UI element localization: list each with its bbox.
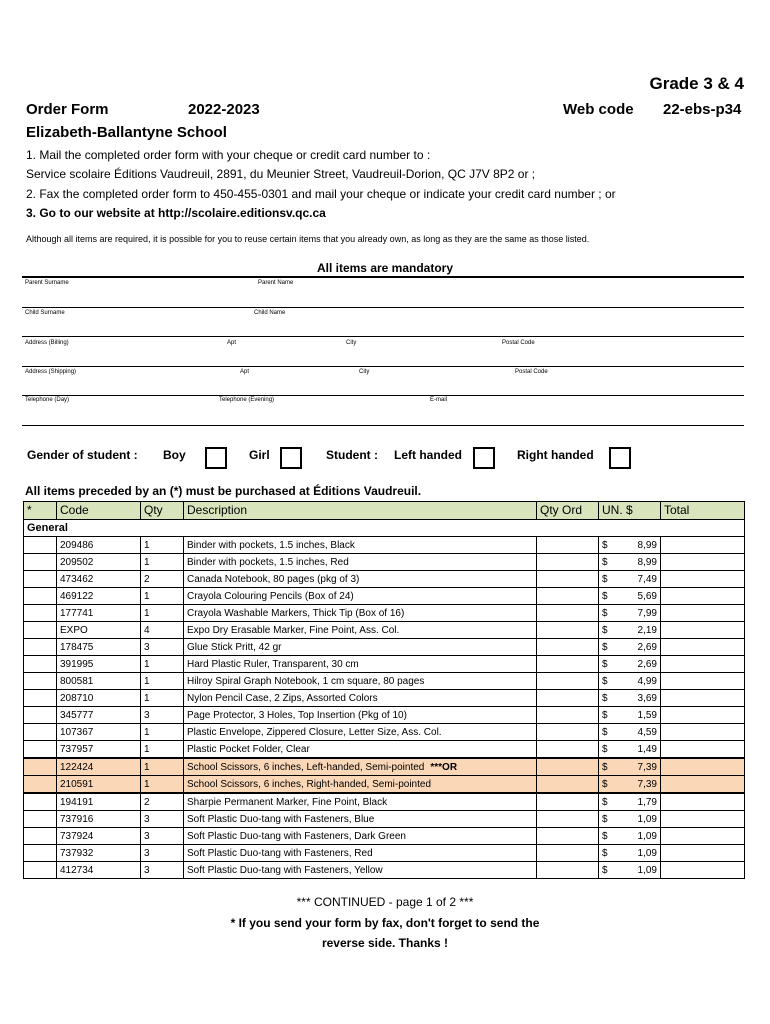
row-description-text: Canada Notebook, 80 pages (pkg of 3)	[187, 573, 360, 585]
row-qty: 3	[141, 845, 184, 862]
child-name-label: Child Name	[254, 310, 286, 316]
col-header-description: Description	[184, 502, 537, 520]
row-unit-price	[599, 811, 661, 828]
row-qty: 1	[141, 776, 184, 794]
row-qty-ord-input[interactable]	[537, 622, 599, 639]
row-description-text: Hilroy Spiral Graph Notebook, 1 cm square, 80 pages	[187, 675, 425, 687]
table-row	[24, 845, 745, 862]
parent-name-label: Parent Name	[258, 280, 294, 286]
row-qty: 1	[141, 724, 184, 741]
table-row	[24, 828, 745, 845]
currency-symbol: $	[602, 641, 608, 653]
row-unit-price	[599, 673, 661, 690]
row-star-cell	[24, 862, 57, 879]
row-description	[184, 588, 537, 605]
row-total-input[interactable]	[661, 571, 745, 588]
row-description	[184, 724, 537, 741]
table-row	[24, 811, 745, 828]
row-unit-price	[599, 741, 661, 759]
row-description	[184, 811, 537, 828]
row-total-input[interactable]	[661, 828, 745, 845]
reuse-note: Although all items are required, it is possible for you to reuse certain items that you already own, as long as they are the same as those listed.	[26, 234, 590, 244]
row-description-text: Hard Plastic Ruler, Transparent, 30 cm	[187, 658, 359, 670]
row-qty: 3	[141, 811, 184, 828]
table-row	[24, 622, 745, 639]
row-code: 737916	[57, 811, 141, 828]
row-description-text: School Scissors, 6 inches, Right-handed, Semi-pointed	[187, 778, 432, 790]
row-description	[184, 554, 537, 571]
row-star-cell	[24, 656, 57, 673]
row-qty: 1	[141, 588, 184, 605]
row-qty: 1	[141, 554, 184, 571]
table-row	[24, 707, 745, 724]
table-row	[24, 537, 745, 554]
table-row	[24, 758, 745, 776]
row-description	[184, 758, 537, 776]
student-label: Student :	[326, 448, 378, 462]
row-qty: 1	[141, 690, 184, 707]
price-value: 7,39	[637, 761, 657, 773]
row-qty-ord-input[interactable]	[537, 862, 599, 879]
price-value: 1,79	[637, 796, 657, 808]
row-total-input[interactable]	[661, 862, 745, 879]
email-label: E-mail	[430, 397, 448, 403]
web-code-value: 22-ebs-p34	[663, 101, 742, 118]
row-description-text: Sharpie Permanent Marker, Fine Point, Black	[187, 796, 388, 808]
row-total-input[interactable]	[661, 588, 745, 605]
shipping-field-line[interactable]	[22, 395, 744, 396]
row-code: 178475	[57, 639, 141, 656]
row-star-cell	[24, 673, 57, 690]
row-total-input[interactable]	[661, 673, 745, 690]
row-description	[184, 690, 537, 707]
row-star-cell	[24, 571, 57, 588]
row-star-cell	[24, 690, 57, 707]
row-description	[184, 673, 537, 690]
row-qty-ord-input[interactable]	[537, 811, 599, 828]
row-code: EXPO	[57, 622, 141, 639]
table-row	[24, 776, 745, 794]
school-name: Elizabeth-Ballantyne School	[26, 124, 227, 141]
row-qty: 2	[141, 571, 184, 588]
price-value: 1,09	[637, 864, 657, 876]
row-code: 737932	[57, 845, 141, 862]
table-row	[24, 673, 745, 690]
boy-checkbox[interactable]	[205, 447, 227, 469]
row-description-text: Glue Stick Pritt, 42 gr	[187, 641, 282, 653]
currency-symbol: $	[602, 847, 608, 859]
row-description	[184, 741, 537, 759]
row-unit-price	[599, 622, 661, 639]
right-handed-checkbox[interactable]	[609, 447, 631, 469]
row-description-text: Crayola Colouring Pencils (Box of 24)	[187, 590, 354, 602]
row-code: 412734	[57, 862, 141, 879]
row-total-input[interactable]	[661, 811, 745, 828]
price-value: 5,69	[637, 590, 657, 602]
row-unit-price	[599, 690, 661, 707]
row-description	[184, 605, 537, 622]
shipping-city-label: City	[359, 369, 370, 375]
row-qty: 3	[141, 828, 184, 845]
price-value: 1,09	[637, 813, 657, 825]
price-value: 7,99	[637, 607, 657, 619]
billing-postal-label: Postal Code	[502, 340, 535, 346]
row-total-input[interactable]	[661, 741, 745, 759]
row-code: 208710	[57, 690, 141, 707]
row-star-cell	[24, 707, 57, 724]
price-value: 7,39	[637, 778, 657, 790]
table-header-row	[24, 502, 745, 520]
row-qty: 1	[141, 605, 184, 622]
row-qty: 3	[141, 707, 184, 724]
row-description-text: Binder with pockets, 1.5 inches, Black	[187, 539, 355, 551]
row-unit-price	[599, 776, 661, 794]
row-unit-price	[599, 656, 661, 673]
row-qty-ord-input[interactable]	[537, 656, 599, 673]
billing-apt-label: Apt	[227, 340, 237, 346]
web-code-label: Web code	[563, 101, 634, 118]
row-total-input[interactable]	[661, 845, 745, 862]
row-description-text: Plastic Pocket Folder, Clear	[187, 743, 310, 755]
col-header-star: *	[24, 502, 57, 520]
row-total-input[interactable]	[661, 605, 745, 622]
billing-address-label: Address (Billing)	[25, 340, 69, 346]
row-qty: 1	[141, 741, 184, 759]
section-label: General	[24, 520, 745, 537]
row-unit-price	[599, 828, 661, 845]
row-unit-price	[599, 605, 661, 622]
row-description-text: Soft Plastic Duo-tang with Fasteners, Red	[187, 847, 373, 859]
row-unit-price	[599, 845, 661, 862]
currency-symbol: $	[602, 590, 608, 602]
price-value: 1,09	[637, 847, 657, 859]
parent-surname-label: Parent Surname	[25, 280, 69, 286]
row-description-text: School Scissors, 6 inches, Left-handed, Semi-pointed	[187, 761, 425, 773]
row-code: 209502	[57, 554, 141, 571]
row-qty-ord-input[interactable]	[537, 690, 599, 707]
row-star-cell	[24, 605, 57, 622]
left-handed-checkbox[interactable]	[473, 447, 495, 469]
price-value: 8,99	[637, 539, 657, 551]
row-qty: 2	[141, 793, 184, 811]
row-qty-ord-input[interactable]	[537, 707, 599, 724]
currency-symbol: $	[602, 761, 608, 773]
row-star-cell	[24, 811, 57, 828]
currency-symbol: $	[602, 692, 608, 704]
row-qty: 3	[141, 639, 184, 656]
row-code: 800581	[57, 673, 141, 690]
table-row	[24, 605, 745, 622]
row-description	[184, 845, 537, 862]
billing-field-line[interactable]	[22, 366, 744, 367]
row-qty-ord-input[interactable]	[537, 758, 599, 776]
table-row	[24, 724, 745, 741]
right-handed-label: Right handed	[517, 448, 594, 462]
row-star-cell	[24, 639, 57, 656]
row-description-text: Crayola Washable Markers, Thick Tip (Box of 16)	[187, 607, 405, 619]
table-row	[24, 741, 745, 759]
row-description-text: Expo Dry Erasable Marker, Fine Point, Ass. Col.	[187, 624, 400, 636]
row-total-input[interactable]	[661, 793, 745, 811]
row-unit-price	[599, 639, 661, 656]
row-unit-price	[599, 758, 661, 776]
price-value: 2,69	[637, 658, 657, 670]
row-total-input[interactable]	[661, 554, 745, 571]
price-value: 1,09	[637, 830, 657, 842]
row-total-input[interactable]	[661, 622, 745, 639]
currency-symbol: $	[602, 556, 608, 568]
row-total-input[interactable]	[661, 537, 745, 554]
telephone-evening-label: Telephone (Evening)	[219, 397, 275, 403]
row-description-text: Soft Plastic Duo-tang with Fasteners, Yellow	[187, 864, 383, 876]
parent-field-line[interactable]	[22, 307, 744, 308]
row-description-text: Soft Plastic Duo-tang with Fasteners, Blue	[187, 813, 375, 825]
col-header-qty: Qty	[141, 502, 184, 520]
row-qty-ord-input[interactable]	[537, 724, 599, 741]
row-description	[184, 656, 537, 673]
price-value: 4,59	[637, 726, 657, 738]
row-star-cell	[24, 776, 57, 794]
instruction-website: 3. Go to our website at http://scolaire.editionsv.qc.ca	[26, 206, 326, 220]
shipping-apt-label: Apt	[240, 369, 250, 375]
table-row	[24, 862, 745, 879]
row-qty-ord-input[interactable]	[537, 588, 599, 605]
form-title: Order Form	[26, 101, 109, 118]
table-row	[24, 588, 745, 605]
table-row	[24, 690, 745, 707]
billing-city-label: City	[346, 340, 357, 346]
currency-symbol: $	[602, 675, 608, 687]
row-description-text: Nylon Pencil Case, 2 Zips, Assorted Colors	[187, 692, 378, 704]
row-qty: 4	[141, 622, 184, 639]
price-value: 1,49	[637, 743, 657, 755]
row-qty: 1	[141, 656, 184, 673]
row-total-input[interactable]	[661, 724, 745, 741]
child-field-line[interactable]	[22, 336, 744, 337]
price-value: 2,19	[637, 624, 657, 636]
price-value: 4,99	[637, 675, 657, 687]
row-qty: 1	[141, 758, 184, 776]
row-star-cell	[24, 554, 57, 571]
left-handed-label: Left handed	[394, 448, 462, 462]
currency-symbol: $	[602, 830, 608, 842]
row-code: 391995	[57, 656, 141, 673]
row-description-text: Page Protector, 3 Holes, Top Insertion (Pkg of 10)	[187, 709, 407, 721]
instruction-address: Service scolaire Éditions Vaudreuil, 2891, du Meunier Street, Vaudreuil-Dorion, QC J7V 8P2 or ;	[26, 167, 536, 181]
row-description	[184, 537, 537, 554]
row-unit-price	[599, 724, 661, 741]
currency-symbol: $	[602, 726, 608, 738]
row-description	[184, 639, 537, 656]
table-row	[24, 571, 745, 588]
boy-label: Boy	[163, 448, 186, 462]
row-star-cell	[24, 588, 57, 605]
currency-symbol: $	[602, 607, 608, 619]
row-unit-price	[599, 537, 661, 554]
row-qty-ord-input[interactable]	[537, 537, 599, 554]
row-star-cell	[24, 741, 57, 759]
table-row	[24, 639, 745, 656]
row-qty: 3	[141, 862, 184, 879]
girl-label: Girl	[249, 448, 270, 462]
girl-checkbox[interactable]	[280, 447, 302, 469]
row-total-input[interactable]	[661, 656, 745, 673]
row-code: 194191	[57, 793, 141, 811]
row-description	[184, 622, 537, 639]
currency-symbol: $	[602, 796, 608, 808]
fax-reminder-line1: * If you send your form by fax, don't forget to send the	[230, 916, 540, 930]
currency-symbol: $	[602, 864, 608, 876]
shipping-address-label: Address (Shipping)	[25, 369, 77, 375]
row-code: 177741	[57, 605, 141, 622]
row-description	[184, 707, 537, 724]
row-unit-price	[599, 571, 661, 588]
row-code: 737957	[57, 741, 141, 759]
row-total-input[interactable]	[661, 776, 745, 794]
row-code: 345777	[57, 707, 141, 724]
row-total-input[interactable]	[661, 639, 745, 656]
row-description	[184, 571, 537, 588]
items-table	[23, 501, 745, 879]
row-description	[184, 793, 537, 811]
school-year: 2022-2023	[188, 101, 260, 118]
row-unit-price	[599, 793, 661, 811]
row-qty-ord-input[interactable]	[537, 673, 599, 690]
vaudreuil-purchase-note: All items preceded by an (*) must be purchased at Éditions Vaudreuil.	[25, 484, 422, 498]
currency-symbol: $	[602, 813, 608, 825]
row-total-input[interactable]	[661, 758, 745, 776]
price-value: 3,69	[637, 692, 657, 704]
row-qty: 1	[141, 537, 184, 554]
row-qty: 1	[141, 673, 184, 690]
row-description	[184, 862, 537, 879]
gender-label: Gender of student :	[27, 448, 138, 462]
table-row	[24, 554, 745, 571]
col-header-code: Code	[57, 502, 141, 520]
row-unit-price	[599, 554, 661, 571]
instruction-fax: 2. Fax the completed order form to 450-455-0301 and mail your cheque or indicate your credit card number ; or	[26, 187, 616, 201]
instruction-mail: 1. Mail the completed order form with your cheque or credit card number to :	[26, 148, 431, 162]
grade-label: Grade 3 & 4	[649, 74, 744, 93]
row-qty-ord-input[interactable]	[537, 639, 599, 656]
table-row	[24, 793, 745, 811]
row-code: 737924	[57, 828, 141, 845]
currency-symbol: $	[602, 778, 608, 790]
row-qty-ord-input[interactable]	[537, 776, 599, 794]
row-description-text: Plastic Envelope, Zippered Closure, Letter Size, Ass. Col.	[187, 726, 442, 738]
row-total-input[interactable]	[661, 707, 745, 724]
row-description-text: Soft Plastic Duo-tang with Fasteners, Dark Green	[187, 830, 406, 842]
row-code: 473462	[57, 571, 141, 588]
row-code: 122424	[57, 758, 141, 776]
child-surname-label: Child Surname	[25, 310, 65, 316]
row-description	[184, 776, 537, 794]
row-star-cell	[24, 828, 57, 845]
row-qty-ord-input[interactable]	[537, 554, 599, 571]
row-qty-ord-input[interactable]	[537, 571, 599, 588]
shipping-postal-label: Postal Code	[515, 369, 548, 375]
col-header-total: Total	[661, 502, 745, 520]
row-code: 209486	[57, 537, 141, 554]
currency-symbol: $	[602, 743, 608, 755]
row-star-cell	[24, 758, 57, 776]
section-row	[24, 520, 745, 537]
row-code: 210591	[57, 776, 141, 794]
price-value: 7,49	[637, 573, 657, 585]
row-qty-ord-input[interactable]	[537, 605, 599, 622]
row-star-cell	[24, 622, 57, 639]
table-row	[24, 656, 745, 673]
currency-symbol: $	[602, 709, 608, 721]
mandatory-heading: All items are mandatory	[316, 261, 454, 275]
row-code: 107367	[57, 724, 141, 741]
continued-note: *** CONTINUED - page 1 of 2 ***	[296, 895, 474, 909]
contact-field-line[interactable]	[22, 425, 744, 426]
row-description-text: Binder with pockets, 1.5 inches, Red	[187, 556, 349, 568]
items-body	[24, 520, 745, 879]
row-qty-ord-input[interactable]	[537, 828, 599, 845]
currency-symbol: $	[602, 624, 608, 636]
row-star-cell	[24, 537, 57, 554]
telephone-day-label: Telephone (Day)	[25, 397, 70, 403]
row-qty-ord-input[interactable]	[537, 845, 599, 862]
row-or-marker: ***OR	[430, 761, 458, 773]
col-header-qty-ord: Qty Ord	[537, 502, 599, 520]
row-star-cell	[24, 845, 57, 862]
price-value: 1,59	[637, 709, 657, 721]
row-unit-price	[599, 588, 661, 605]
currency-symbol: $	[602, 573, 608, 585]
row-description	[184, 828, 537, 845]
fax-reminder-line2: reverse side. Thanks !	[321, 936, 449, 950]
row-code: 469122	[57, 588, 141, 605]
price-value: 8,99	[637, 556, 657, 568]
row-qty-ord-input[interactable]	[537, 741, 599, 759]
row-unit-price	[599, 707, 661, 724]
col-header-unit-price: UN. $	[599, 502, 661, 520]
currency-symbol: $	[602, 539, 608, 551]
price-value: 2,69	[637, 641, 657, 653]
row-qty-ord-input[interactable]	[537, 793, 599, 811]
currency-symbol: $	[602, 658, 608, 670]
row-unit-price	[599, 862, 661, 879]
divider	[22, 276, 744, 278]
row-total-input[interactable]	[661, 690, 745, 707]
row-star-cell	[24, 724, 57, 741]
row-star-cell	[24, 793, 57, 811]
